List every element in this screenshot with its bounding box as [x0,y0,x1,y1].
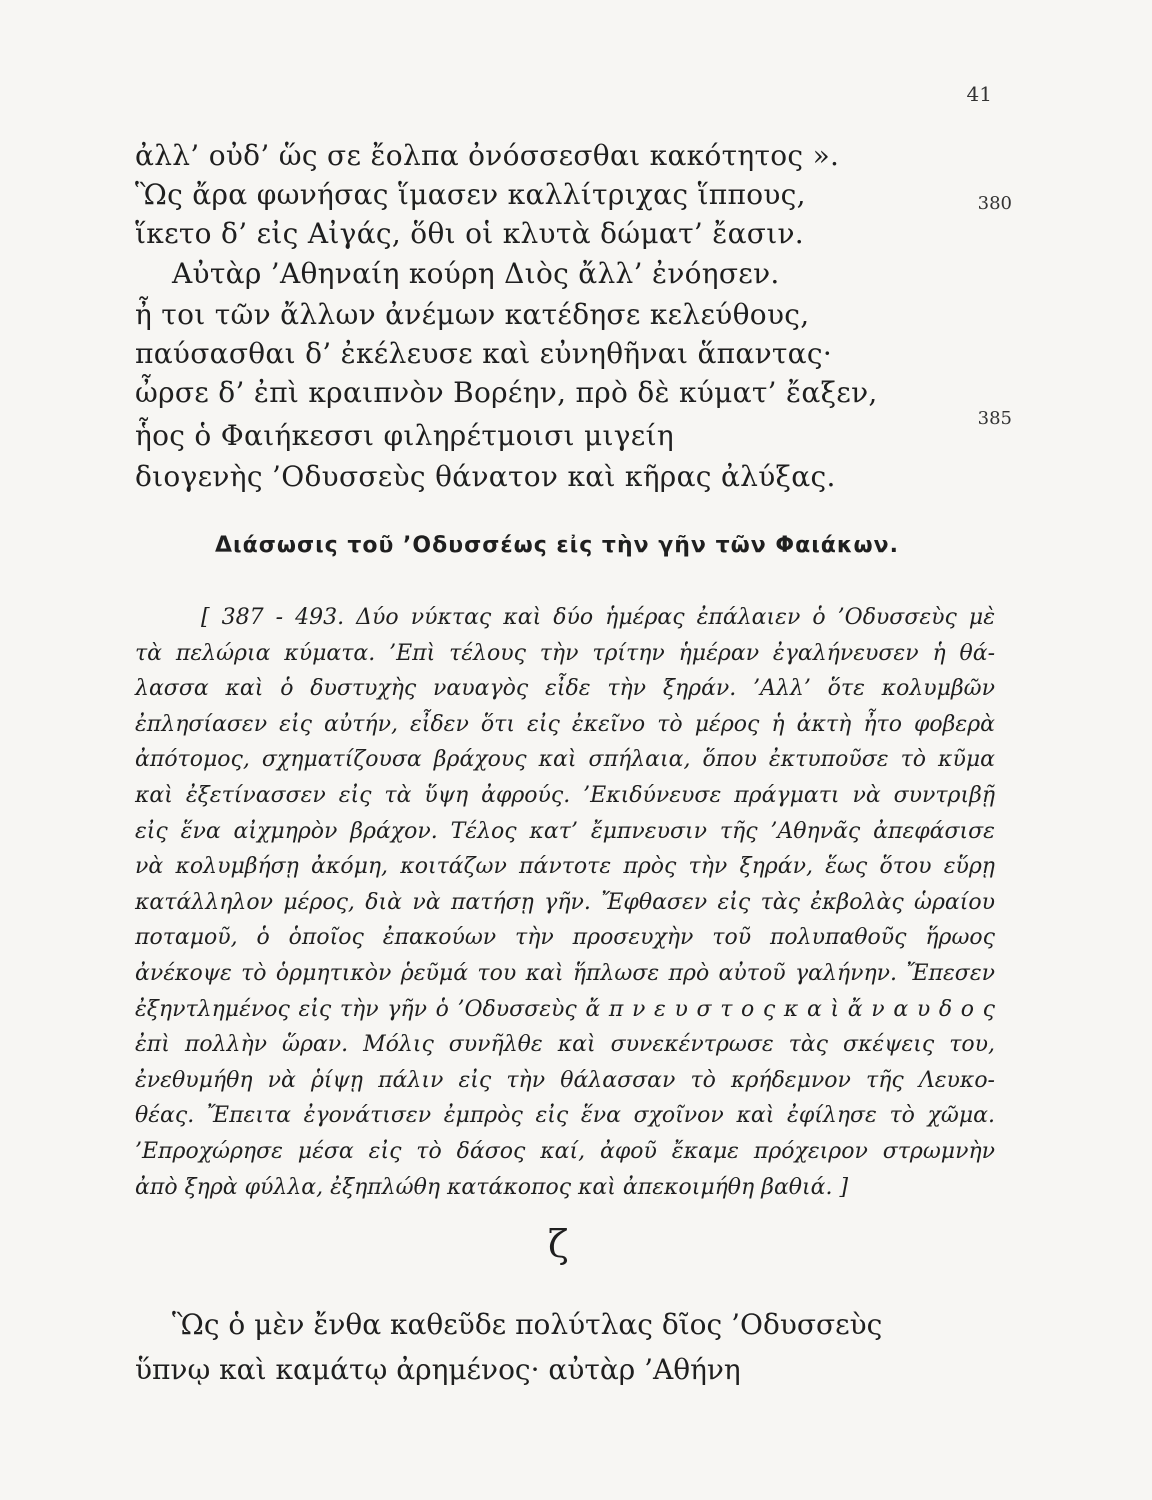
verse-line: ἧος ὁ Φαιήκεσσι φιληρέτμοισι μιγείη [135,419,674,452]
summary-line: ἀπὸ ξηρὰ φύλλα, ἐξηπλώθη κατάκοπος καὶ ἀπεκοιμήθη βαθιά. ] [135,1174,849,1200]
summary-line: [ 387 - 493. Δύο νύκτας καὶ δύο ἡμέρας ἐπάλαιεν ὁ ’Οδυσσεὺς μὲ [201,605,995,630]
summary-line: κατάλληλον μέρος, διὰ νὰ πατήσῃ γῆν. Ἔφθασεν εἰς τὰς ἐκβολὰς ὡραίου [135,889,995,915]
summary-line: εἰς ἕνα αἰχμηρὸν βράχον. Τέλος κατ’ ἔμπνευσιν τῆς ’Αθηνᾶς ἀπεφάσισε [135,818,995,844]
summary-line: ’Επροχώρησε μέσα εἰς τὸ δάσος καί, ἀφοῦ ἔκαμε πρόχειρον στρωμνὴν [135,1138,995,1164]
verse-line: Ὣς ἄρα φωνήσας ἵμασεν καλλίτριχας ἵππους, [135,178,806,211]
line-number: 385 [977,408,1012,429]
summary-line: τὰ πελώρια κύματα. ’Επὶ τέλους τὴν τρίτην ἡμέραν ἐγαλήνευσεν ἡ θά- [135,640,995,666]
summary-line: νὰ κολυμβήσῃ ἀκόμη, κοιτάζων πάντοτε πρὸς τὴν ξηράν, ἕως ὅτου εὕρῃ [135,854,995,880]
verse-line: διογενὴς ’Οδυσσεὺς θάνατον καὶ κῆρας ἀλύξας. [135,460,836,493]
summary-line: ἐπλησίασεν εἰς αὐτήν, εἶδεν ὅτι εἰς ἐκεῖνο τὸ μέρος ἡ ἀκτὴ ἦτο φοβερὰ [135,711,995,737]
verse-line: Ὣς ὁ μὲν ἔνθα καθεῦδε πολύτλας δῖος ’Οδυσσεὺς [172,1308,883,1341]
page-number: 41 [966,82,992,106]
verse-line: Αὐτὰρ ’Αθηναίη κούρη Διὸς ἄλλ’ ἐνόησεν. [172,257,780,290]
book-letter: ζ [548,1222,569,1266]
summary-line: θέας. Ἔπειτα ἐγονάτισεν ἐμπρὸς εἰς ἕνα σχοῖνον καὶ ἐφίλησε τὸ χῶμα. [135,1103,995,1129]
verse-line: ἵκετο δ’ εἰς Αἰγάς, ὅθι οἱ κλυτὰ δώματ’ ἔασιν. [135,217,805,250]
summary-line: ἀνέκοψε τὸ ὁρμητικὸν ῥεῦμά του καὶ ἥπλωσε πρὸ αὐτοῦ γαλήνην. Ἔπεσεν [135,960,995,986]
summary-line: ἀπότομος, σχηματίζουσα βράχους καὶ σπήλαια, ὅπου ἐκτυποῦσε τὸ κῦμα [135,747,995,773]
verse-line: ἀλλ’ οὐδ’ ὥς σε ἔολπα ὀνόσσεσθαι κακότητος ». [135,139,840,172]
verse-line: ὦρσε δ’ ἐπὶ κραιπνὸν Βορέην, πρὸ δὲ κύματ’ ἔαξεν, [135,376,878,409]
verse-line: παύσασθαι δ’ ἐκέλευσε καὶ εὐνηθῆναι ἅπαντας· [135,337,833,370]
verse-line: ὕπνῳ καὶ καμάτῳ ἀρημένος· αὐτὰρ ’Αθήνη [135,1353,741,1386]
summary-line: ἐνεθυμήθη νὰ ῥίψῃ πάλιν εἰς τὴν θάλασσαν τὸ κρήδεμνον τῆς Λευκο- [135,1067,995,1093]
line-number: 380 [977,193,1012,214]
verse-line: ἦ τοι τῶν ἄλλων ἀνέμων κατέδησε κελεύθους, [135,298,810,331]
summary-line: καὶ ἐξετίνασσεν εἰς τὰ ὕψη ἀφρούς. ’Εκιδύνευσε πράγματι νὰ συντριβῇ [135,782,995,808]
summary-line: ἐπὶ πολλὴν ὥραν. Μόλις συνῆλθε καὶ συνεκέντρωσε τὰς σκέψεις του, [135,1032,995,1058]
summary-line: ποταμοῦ, ὁ ὁποῖος ἐπακούων τὴν προσευχὴν τοῦ πολυπαθοῦς ἥρωος [135,925,995,951]
summary-paragraph [135,600,995,1205]
summary-line: ἐξηντλημένος εἰς τὴν γῆν ὁ ’Οδυσσεὺς ἄ π ν ε υ σ τ ο ς κ α ὶ ἄ ν α υ δ ο ς [135,996,995,1022]
section-heading: Διάσωσις τοῦ ’Οδυσσέως εἰς τὴν γῆν τῶν Φαιάκων. [215,533,899,558]
summary-line: λασσα καὶ ὁ δυστυχὴς ναυαγὸς εἶδε τὴν ξηράν. ’Αλλ’ ὅτε κολυμβῶν [135,676,995,702]
